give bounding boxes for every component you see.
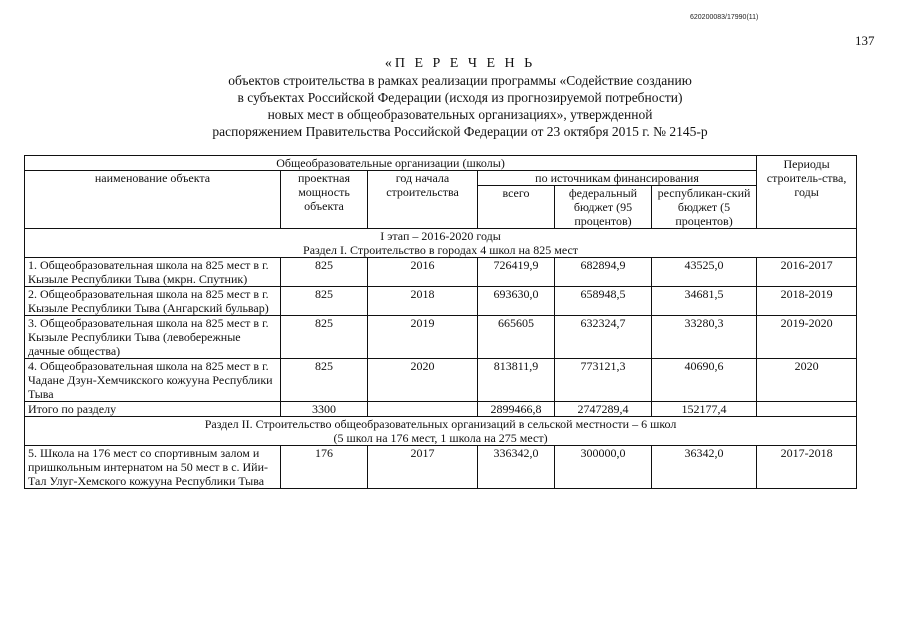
col-header-republic: республикан-ский бюджет (5 процентов) bbox=[652, 186, 757, 229]
subtotal-period bbox=[757, 402, 857, 417]
group-header: Общеобразовательные организации (школы) bbox=[25, 156, 757, 171]
col-header-year: год начала строительства bbox=[368, 171, 478, 229]
stage-label: I этап – 2016-2020 годы bbox=[380, 229, 501, 243]
period-cell: 2017-2018 bbox=[757, 446, 857, 489]
object-name: 1. Общеобразовательная школа на 825 мест в г. Кызыле Республики Тыва (мкрн. Спутник) bbox=[25, 258, 281, 287]
capacity-cell: 825 bbox=[281, 316, 368, 359]
capacity-cell: 176 bbox=[281, 446, 368, 489]
republic-cell: 43525,0 bbox=[652, 258, 757, 287]
start-year-cell: 2016 bbox=[368, 258, 478, 287]
capacity-cell: 825 bbox=[281, 258, 368, 287]
federal-cell: 658948,5 bbox=[555, 287, 652, 316]
period-cell: 2019-2020 bbox=[757, 316, 857, 359]
table-row bbox=[25, 359, 857, 402]
object-name: 2. Общеобразовательная школа на 825 мест в г. Кызыле Республики Тыва (Ангарский бульвар) bbox=[25, 287, 281, 316]
title-line: объектов строительства в рамках реализации программы «Содействие созданию bbox=[228, 73, 692, 88]
capacity-cell: 825 bbox=[281, 287, 368, 316]
start-year-cell: 2020 bbox=[368, 359, 478, 402]
table-row bbox=[25, 316, 857, 359]
total-cell: 336342,0 bbox=[478, 446, 555, 489]
periods-header: Периоды строитель-ства, годы bbox=[757, 156, 857, 229]
object-name: 3. Общеобразовательная школа на 825 мест в г. Кызыле Республики Тыва (левобережные дачные общества) bbox=[25, 316, 281, 359]
republic-cell: 34681,5 bbox=[652, 287, 757, 316]
section-1-label: Раздел I. Строительство в городах 4 школ на 825 мест bbox=[303, 243, 579, 257]
title-line: новых мест в общеобразовательных организациях», утвержденной bbox=[267, 107, 653, 122]
stage-cell bbox=[25, 229, 857, 258]
section-2-cell bbox=[25, 417, 857, 446]
col-header-total: всего bbox=[478, 186, 555, 229]
subtotal-row bbox=[25, 402, 857, 417]
total-cell: 665605 bbox=[478, 316, 555, 359]
federal-cell: 682894,9 bbox=[555, 258, 652, 287]
object-name: 5. Школа на 176 мест со спортивным залом и пришкольным интернатом на 50 мест в с. Ийи-Тал Улуг-Хемского кожууна Республики Тыва bbox=[25, 446, 281, 489]
col-header-name: наименование объекта bbox=[25, 171, 281, 229]
federal-cell: 773121,3 bbox=[555, 359, 652, 402]
construction-table bbox=[24, 155, 857, 489]
subtotal-federal: 2747289,4 bbox=[555, 402, 652, 417]
republic-cell: 40690,6 bbox=[652, 359, 757, 402]
col-header-capacity: проектная мощность объекта bbox=[281, 171, 368, 229]
subtotal-capacity: 3300 bbox=[281, 402, 368, 417]
table-row bbox=[25, 446, 857, 489]
federal-cell: 632324,7 bbox=[555, 316, 652, 359]
total-cell: 813811,9 bbox=[478, 359, 555, 402]
table-header-row bbox=[25, 171, 857, 186]
object-name: 4. Общеобразовательная школа на 825 мест в г. Чадане Дзун-Хемчикского кожууна Республики Тыва bbox=[25, 359, 281, 402]
subtotal-total: 2899466,8 bbox=[478, 402, 555, 417]
table-header-row bbox=[25, 156, 857, 171]
total-cell: 693630,0 bbox=[478, 287, 555, 316]
title-line: распоряжением Правительства Российской Федерации от 23 октября 2015 г. № 2145-р bbox=[212, 124, 708, 139]
republic-cell: 36342,0 bbox=[652, 446, 757, 489]
period-cell: 2020 bbox=[757, 359, 857, 402]
funding-header: по источникам финансирования bbox=[478, 171, 757, 186]
col-header-federal: федеральный бюджет (95 процентов) bbox=[555, 186, 652, 229]
start-year-cell: 2017 bbox=[368, 446, 478, 489]
start-year-cell: 2018 bbox=[368, 287, 478, 316]
subtotal-republic: 152177,4 bbox=[652, 402, 757, 417]
stage-row bbox=[25, 229, 857, 258]
total-cell: 726419,9 bbox=[478, 258, 555, 287]
title-line: в субъектах Российской Федерации (исходя из прогнозируемой потребности) bbox=[237, 90, 683, 105]
subtotal-label: Итого по разделу bbox=[25, 402, 281, 417]
table-row bbox=[25, 287, 857, 316]
period-cell: 2018-2019 bbox=[757, 287, 857, 316]
republic-cell: 33280,3 bbox=[652, 316, 757, 359]
table-row bbox=[25, 258, 857, 287]
section-2-label: Раздел II. Строительство общеобразовательных организаций в сельской местности – 6 школ bbox=[204, 417, 677, 431]
capacity-cell: 825 bbox=[281, 359, 368, 402]
page-number: 137 bbox=[855, 33, 875, 48]
title-heading: «П Е Р Е Ч Е Н Ь bbox=[384, 56, 536, 71]
period-cell: 2016-2017 bbox=[757, 258, 857, 287]
start-year-cell: 2019 bbox=[368, 316, 478, 359]
document-title bbox=[150, 55, 770, 140]
section-2-sublabel: (5 школ на 176 мест, 1 школа на 275 мест) bbox=[333, 431, 548, 445]
subtotal-year bbox=[368, 402, 478, 417]
federal-cell: 300000,0 bbox=[555, 446, 652, 489]
document-id: 620200083/17990(11) bbox=[690, 14, 759, 21]
section-row bbox=[25, 417, 857, 446]
